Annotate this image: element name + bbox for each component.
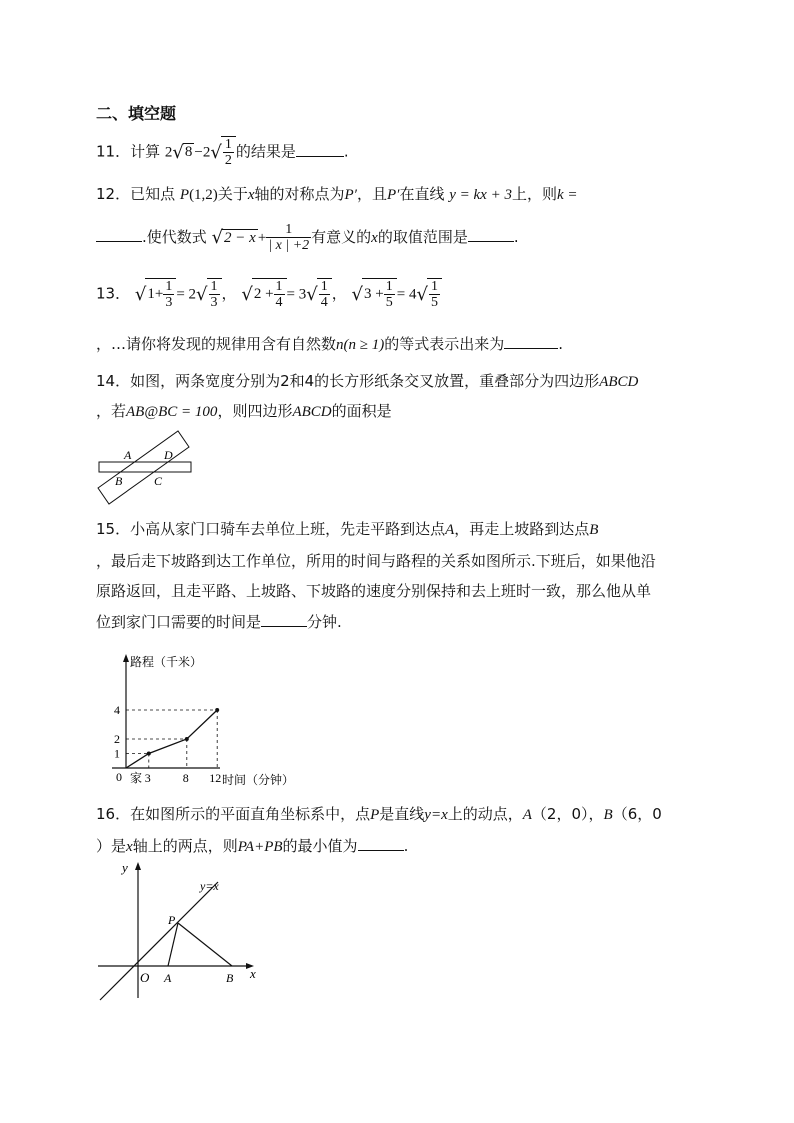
y-axis-arrow xyxy=(135,862,141,870)
question-12: 12．已知点 P(1,2)关于x轴的对称点为P′，且P′在直线 y = kx + 3上，则k = xyxy=(96,185,578,203)
question-16-line2: ）是x轴上的两点，则PA+PB的最小值为 . xyxy=(96,837,409,855)
question-11: 11．计算 2√8 −2√ $\frac{1}{2}$ 的结果是 . xyxy=(96,137,349,168)
slanted-strip xyxy=(98,431,189,504)
label-B: B xyxy=(115,474,123,488)
y-axis-name: y xyxy=(122,860,128,875)
point-P: P xyxy=(168,913,176,927)
data-point xyxy=(185,737,189,741)
y-tick-label: 4 xyxy=(114,703,120,717)
distance-time-chart xyxy=(110,646,310,792)
question-12-line2: .使代数式 √2 − x + $\frac{1}{| x | +2}$ 有意义的x的取值范围是 . xyxy=(96,222,519,253)
origin-O: O xyxy=(140,970,150,985)
origin-label: 0 xyxy=(116,770,122,784)
line-label: y=x xyxy=(200,879,219,893)
y-axis-label: 路程（千米） xyxy=(130,655,203,669)
home-label: 家 xyxy=(130,771,143,785)
question-14-line2: ，若AB@BC = 100，则四边形ABCD的面积是 xyxy=(96,402,392,420)
question-13: 13． √1+ $\frac{1}{3}$ = 2√ $\frac{1}{3}$ ， √2 + $\frac{1}{4}$ = 3√ $\frac{1}{4}$ ， √3 + $\frac{1}{5}$ = 4√ $\frac{1}{5}$ xyxy=(96,278,442,310)
segment-PA xyxy=(168,923,178,966)
y-tick-label: 1 xyxy=(114,746,120,761)
label-C: C xyxy=(154,474,163,488)
data-point xyxy=(147,752,151,756)
strips-figure xyxy=(90,428,200,510)
point-B: B xyxy=(226,971,234,985)
question-13-line2: ，…请你将发现的规律用含有自然数n(n ≥ 1)的等式表示出来为 . xyxy=(96,335,564,353)
question-15-line4: 位到家门口需要的时间是 分钟. xyxy=(96,613,342,631)
question-15-line2: ，最后走下坡路到达工作单位，所用的时间与路程的关系如图所示.下班后，如果他沿 xyxy=(96,552,656,570)
y-tick-label: 2 xyxy=(114,732,120,746)
segment-PB xyxy=(178,923,232,966)
horizontal-strip xyxy=(99,462,191,472)
coordinate-figure xyxy=(94,858,264,1008)
x-tick-label: 8 xyxy=(182,771,189,785)
point-A: A xyxy=(164,971,172,985)
label-A: A xyxy=(124,448,132,462)
data-point xyxy=(215,708,219,712)
question-15: 15．小高从家门口骑车去单位上班，先走平路到达点A，再走上坡路到达点B xyxy=(96,520,599,538)
label-D: D xyxy=(164,448,173,462)
x-axis-name: x xyxy=(250,966,256,981)
x-axis-label: 时间（分钟） xyxy=(222,773,295,787)
question-16: 16．在如图所示的平面直角坐标系中，点P是直线y=x上的动点，A（2，0），B（6，0 xyxy=(96,805,662,823)
question-15-line3: 原路返回，且走平路、上坡路、下坡路的速度分别保持和去上班时一致，那么他从单 xyxy=(96,582,652,600)
section-title: 二、填空题 xyxy=(96,104,177,123)
question-number: 11． xyxy=(96,142,131,161)
x-tick-label: 3 xyxy=(144,771,151,785)
x-tick-label: 12 xyxy=(209,771,222,785)
y-axis-arrow xyxy=(123,654,129,662)
question-14: 14．如图，两条宽度分别为2和4的长方形纸条交叉放置，重叠部分为四边形ABCD xyxy=(96,372,639,390)
